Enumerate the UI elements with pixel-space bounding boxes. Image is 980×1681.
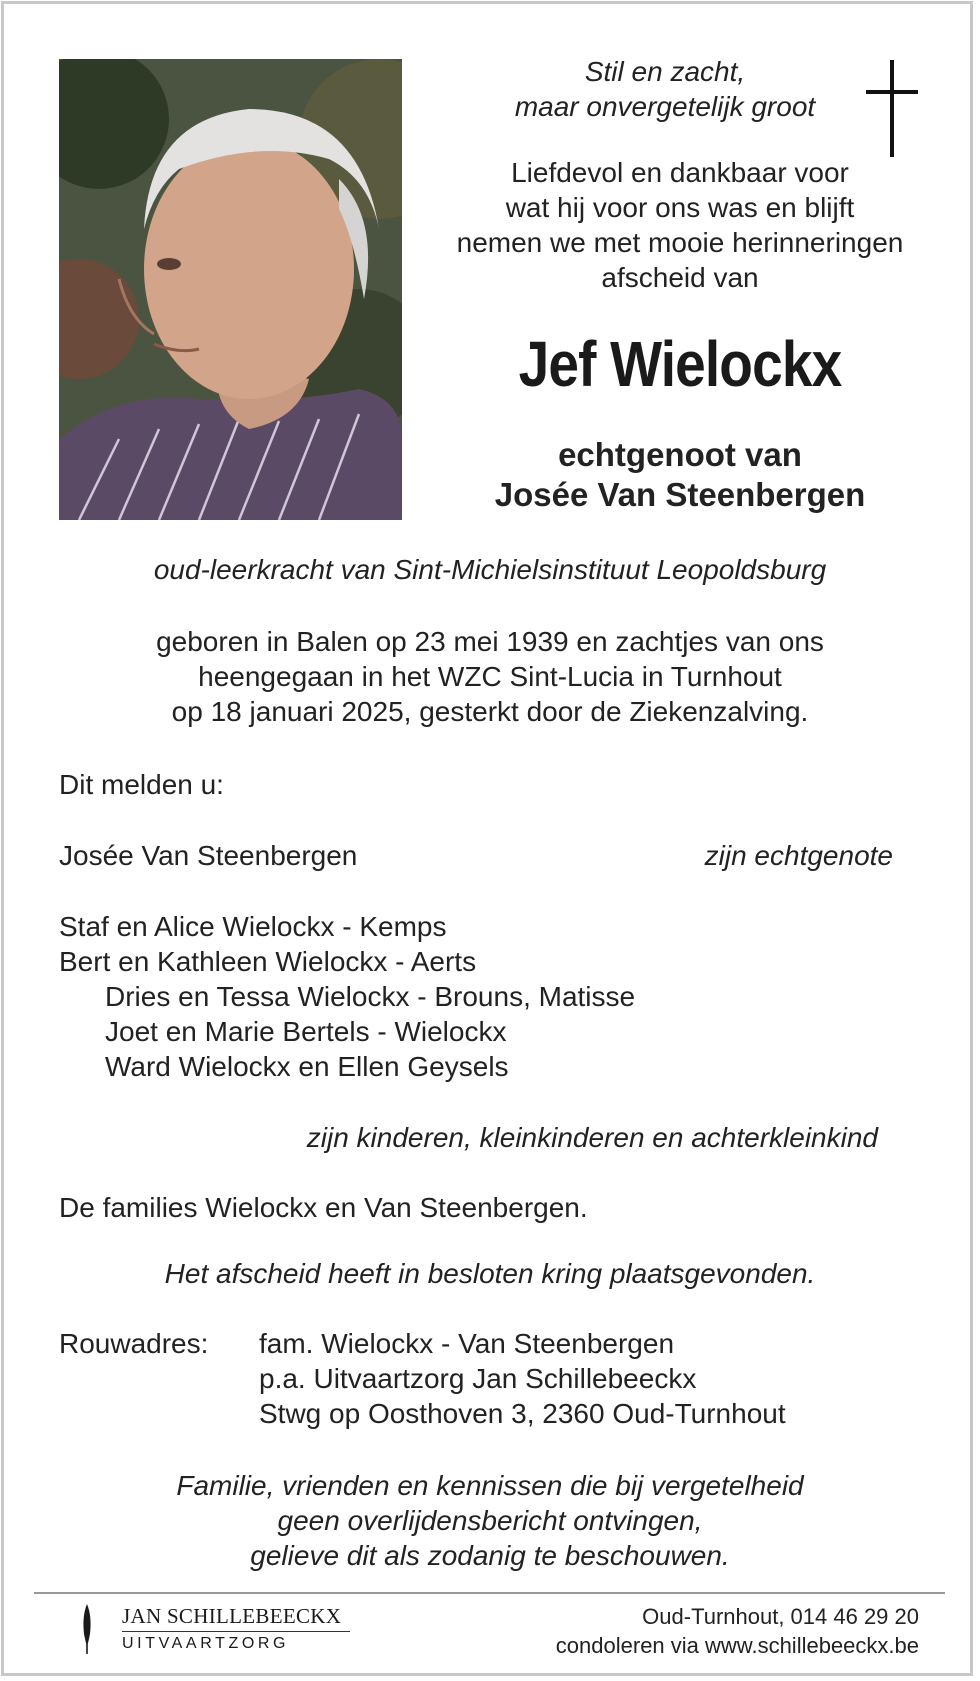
contact-website[interactable]: condoleren via www.schillebeeckx.be bbox=[555, 1633, 919, 1658]
contact-info bbox=[556, 1602, 919, 1660]
intro-line: wat hij voor ons was en blijft bbox=[505, 192, 855, 223]
address-block bbox=[259, 1326, 786, 1431]
portrait-photo bbox=[59, 59, 402, 520]
motto-line: Stil en zacht, bbox=[584, 56, 746, 87]
intro-line: afscheid van bbox=[601, 262, 759, 293]
intro-line: nemen we met mooie herinneringen bbox=[456, 227, 904, 258]
address-line: Stwg op Oosthoven 3, 2360 Oud-Turnhout bbox=[259, 1398, 786, 1429]
birth-death-line: geboren in Balen op 23 mei 1939 en zachtjes van ons bbox=[156, 626, 824, 657]
logo-divider bbox=[122, 1631, 350, 1632]
spouse-block bbox=[420, 435, 940, 515]
intro-text bbox=[420, 155, 940, 295]
families-line: De families Wielockx en Van Steenbergen. bbox=[59, 1192, 588, 1223]
funeral-home-logo bbox=[80, 1602, 380, 1662]
address-label: Rouwadres: bbox=[59, 1328, 209, 1359]
notice-line: gelieve dit als zodanig te beschouwen. bbox=[250, 1540, 730, 1571]
occupation: oud-leerkracht van Sint-Michielsinstituut Leopoldsburg bbox=[153, 554, 827, 585]
grandchild-line: Dries en Tessa Wielockx - Brouns, Matisse bbox=[105, 981, 636, 1012]
logo-subtitle: UITVAARTZORG bbox=[122, 1635, 290, 1652]
spouse-relation: zijn echtgenote bbox=[704, 840, 893, 871]
intro-line: Liefdevol en dankbaar voor bbox=[511, 157, 849, 188]
contact-phone: Oud-Turnhout, 014 46 29 20 bbox=[642, 1604, 919, 1629]
address-line: p.a. Uitvaartzorg Jan Schillebeeckx bbox=[259, 1363, 697, 1394]
birth-death-line: heengegaan in het WZC Sint-Lucia in Turnhout bbox=[198, 661, 782, 692]
notice-line: geen overlijdensbericht ontvingen, bbox=[277, 1505, 703, 1536]
announcers-heading: Dit melden u: bbox=[59, 769, 224, 800]
notice-text bbox=[30, 1468, 950, 1573]
notice-line: Familie, vrienden en kennissen die bij vergetelheid bbox=[176, 1470, 804, 1501]
spouse-line: echtgenoot van bbox=[558, 436, 802, 473]
motto-line: maar onvergetelijk groot bbox=[514, 91, 816, 122]
footer-divider bbox=[34, 1592, 945, 1594]
spouse-line-name: Josée Van Steenbergen bbox=[59, 840, 358, 871]
tree-icon bbox=[80, 1604, 94, 1654]
motto bbox=[410, 54, 920, 124]
birth-death-text bbox=[30, 624, 950, 729]
child-line: Bert en Kathleen Wielockx - Aerts bbox=[59, 946, 477, 977]
logo-name: JAN SCHILLEBEECKX bbox=[122, 1604, 342, 1628]
deceased-name: Jef Wielockx bbox=[518, 328, 842, 400]
grandchild-line: Joet en Marie Bertels - Wielockx bbox=[105, 1016, 507, 1047]
birth-death-line: op 18 januari 2025, gesterkt door de Ziekenzalving. bbox=[171, 696, 809, 727]
farewell-text: Het afscheid heeft in besloten kring plaatsgevonden. bbox=[164, 1258, 816, 1289]
children-relation: zijn kinderen, kleinkinderen en achterkleinkind bbox=[306, 1122, 878, 1153]
grandchild-line: Ward Wielockx en Ellen Geysels bbox=[105, 1051, 509, 1082]
child-line: Staf en Alice Wielockx - Kemps bbox=[59, 911, 447, 942]
spouse-name: Josée Van Steenbergen bbox=[494, 476, 866, 513]
address-line: fam. Wielockx - Van Steenbergen bbox=[259, 1328, 675, 1359]
